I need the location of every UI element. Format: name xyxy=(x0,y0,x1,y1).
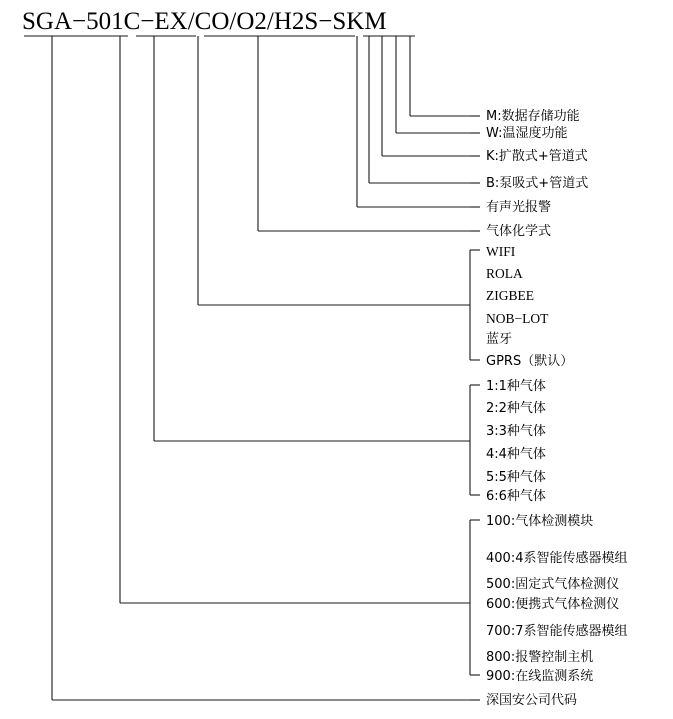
label-pump-pipeline: B:泵吸式+管道式 xyxy=(486,176,589,191)
label-series-900: 900:在线监测系统 xyxy=(486,669,594,684)
label-diffusion-pipeline: K:扩散式+管道式 xyxy=(486,149,588,164)
label-temp-humidity-function: W:温湿度功能 xyxy=(486,126,568,141)
label-gas-count-1: 1:1种气体 xyxy=(486,379,546,394)
label-series-400: 400:4系智能传感器模组 xyxy=(486,551,628,566)
label-series-500: 500:固定式气体检测仪 xyxy=(486,577,620,592)
label-gas-chemical-formula: 气体化学式 xyxy=(486,224,552,239)
label-company-code: 深国安公司代码 xyxy=(486,693,578,708)
label-audible-visual-alarm: 有声光报警 xyxy=(486,200,552,215)
label-comm-rola: ROLA xyxy=(486,266,523,281)
label-comm-wifi: WIFI xyxy=(486,244,516,259)
label-storage-function: M:数据存储功能 xyxy=(486,109,580,124)
label-comm-nob-lot: NOB−LOT xyxy=(486,311,549,326)
label-comm-zigbee: ZIGBEE xyxy=(486,288,534,303)
label-gas-count-4: 4:4种气体 xyxy=(486,447,546,462)
label-comm-gprs: GPRS（默认） xyxy=(486,354,574,369)
label-series-700: 700:7系智能传感器模组 xyxy=(486,624,628,639)
label-gas-count-2: 2:2种气体 xyxy=(486,401,546,416)
product-code-title: SGA−501C−EX/CO/O2/H2S−SKM xyxy=(22,8,387,35)
label-gas-count-3: 3:3种气体 xyxy=(486,424,546,439)
label-series-600: 600:便携式气体检测仪 xyxy=(486,597,620,612)
label-gas-count-6: 6:6种气体 xyxy=(486,489,546,504)
label-series-100: 100:气体检测模块 xyxy=(486,514,594,529)
label-series-800: 800:报警控制主机 xyxy=(486,650,594,665)
label-gas-count-5: 5:5种气体 xyxy=(486,470,546,485)
label-comm-bluetooth: 蓝牙 xyxy=(486,332,513,347)
